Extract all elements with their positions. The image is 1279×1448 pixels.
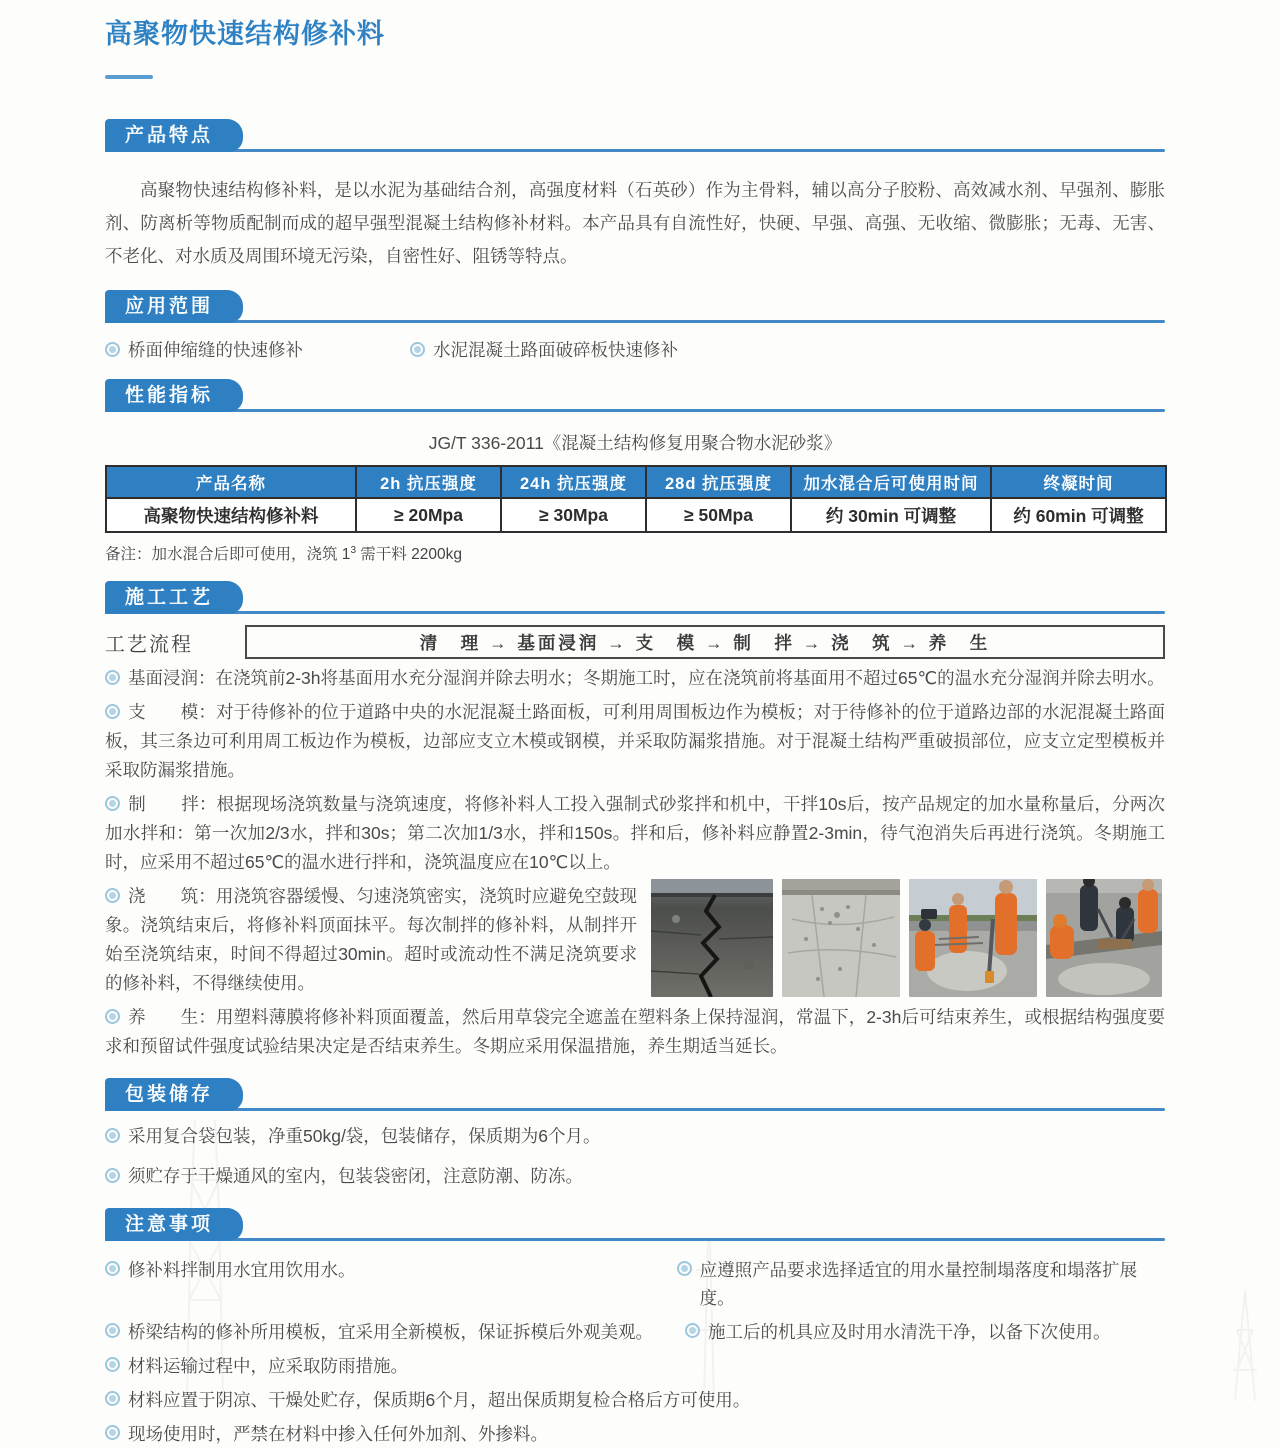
ring-bullet-icon — [105, 796, 120, 811]
section-head-performance — [105, 379, 1165, 412]
ring-bullet-icon — [685, 1323, 700, 1338]
datasheet-page — [105, 0, 1165, 1448]
note-item-label: 施工后的机具应及时用水清洗干净，以备下次使用。 — [708, 1322, 1111, 1342]
notes-row — [105, 1312, 1165, 1346]
note-item — [105, 1256, 677, 1312]
note-item — [105, 1318, 685, 1346]
section-rule — [105, 149, 1165, 152]
note-item — [105, 1352, 1165, 1380]
section-head-features — [105, 119, 1165, 152]
section-head-packaging — [105, 1078, 1165, 1111]
table-header-cell: 加水混合后可使用时间 — [791, 466, 991, 498]
application-items — [105, 337, 1165, 362]
ring-bullet-icon — [105, 1357, 120, 1372]
table-row — [106, 498, 1166, 532]
standard-reference: JG/T 336-2011《混凝土结构修复用聚合物水泥砂浆》 — [428, 433, 842, 453]
step-text: 根据现场浇筑数量与浇筑速度，将修补料人工投入强制式砂浆拌和机中，干拌10s后，按产品规定的加水量称量后，分两次加水拌和：第一次加2/3水，拌和30s；第二次加1/3水，拌和150s。拌和后，修补料应静置2-3min，待气泡消失后再进行浇筑。冬期施工时，应采用不超过65℃的温水进行拌和，浇筑温度应在10℃以上。 — [105, 794, 1165, 872]
process-flow-box: 清 理 → 基面浸润 → 支 模 → 制 拌 → 浇 筑 → 养 生 — [245, 625, 1165, 659]
section-tab-notes: 注意事项 — [105, 1208, 243, 1241]
ring-bullet-icon — [105, 1425, 120, 1440]
table-header-cell: 28d 抗压强度 — [646, 466, 791, 498]
step-text: 用塑料薄膜将修补料顶面覆盖，然后用草袋完全遮盖在塑料条上保持湿润，常温下，2-3h后可结束养生，或根据结构强度要求和预留试件强度试验结果决定是否结束养生。冬期应采用保温措施，养生期适当延长。 — [105, 1007, 1165, 1056]
packaging-item — [105, 1162, 1165, 1191]
photo-damaged-concrete-slab — [782, 879, 900, 997]
section-head-notes — [105, 1208, 1165, 1241]
note-item-label: 材料应置于阴凉、干燥处贮存，保质期6个月，超出保质期复检合格后方可使用。 — [128, 1390, 751, 1410]
section-rule — [105, 1238, 1165, 1241]
note-item — [105, 1420, 1165, 1448]
note-item-label: 应遵照产品要求选择适宜的用水量控制塌落度和塌落扩展度。 — [699, 1260, 1138, 1308]
table-cell: 约 30min 可调整 — [791, 498, 991, 532]
footnote-superscript: 3 — [350, 544, 356, 556]
step-term: 基面浸润： — [128, 668, 216, 688]
ring-bullet-icon — [410, 342, 425, 357]
ring-bullet-icon — [105, 888, 120, 903]
table-header-cell: 终凝时间 — [991, 466, 1166, 498]
step-text: 在浇筑前2-3h将基面用水充分湿润并除去明水；冬期施工时，应在浇筑前将基面用不超过65℃的温水充分湿润并除去明水。 — [215, 668, 1165, 688]
section-tab-features: 产品特点 — [105, 119, 243, 152]
section-rule — [105, 320, 1165, 323]
application-item-label: 水泥混凝土路面破碎板快速修补 — [433, 340, 678, 360]
process-steps — [105, 664, 1165, 1061]
packaging-item-label: 须贮存于干燥通风的室内，包装袋密闭，注意防潮、防冻。 — [128, 1166, 583, 1186]
section-rule — [105, 1108, 1165, 1111]
table-cell: 高聚物快速结构修补料 — [106, 498, 356, 532]
section-tab-performance: 性能指标 — [105, 379, 243, 412]
application-item — [410, 337, 678, 362]
ring-bullet-icon — [105, 1168, 120, 1183]
process-flow-label: 工艺流程 — [105, 633, 193, 656]
ring-bullet-icon — [105, 670, 120, 685]
section-head-process — [105, 581, 1165, 614]
ring-bullet-icon — [105, 342, 120, 357]
title-underline — [105, 75, 153, 79]
table-cell: ≥ 30Mpa — [501, 498, 646, 532]
table-cell: 约 60min 可调整 — [991, 498, 1166, 532]
table-cell: ≥ 50Mpa — [646, 498, 791, 532]
table-header-cell: 24h 抗压强度 — [501, 466, 646, 498]
packaging-items — [105, 1122, 1165, 1191]
performance-table — [105, 465, 1167, 533]
ring-bullet-icon — [105, 1391, 120, 1406]
step-term: 支 模： — [128, 702, 216, 722]
step-term: 制 拌： — [128, 794, 217, 814]
step-text: 对于待修补的位于道路中央的水泥混凝土路面板，可利用周围板边作为模板；对于待修补的位于道路边部的水泥混凝土路面板，其三条边可利用周工板边作为模板，边部应支立木模或钢模，并采取防漏浆措施。对于混凝土结构严重破损部位，应支立定型模板并采取防漏浆措施。 — [105, 702, 1166, 780]
note-item-label: 桥梁结构的修补所用模板，宜采用全新模板，保证拆模后外观美观。 — [128, 1322, 653, 1342]
application-item-label: 桥面伸缩缝的快速修补 — [128, 340, 303, 360]
packaging-item — [105, 1122, 1165, 1151]
ring-bullet-icon — [105, 1261, 120, 1276]
ring-bullet-icon — [105, 1009, 120, 1024]
packaging-item-label: 采用复合袋包装，净重50kg/袋，包装储存，保质期为6个月。 — [128, 1126, 601, 1146]
note-item-label: 现场使用时，严禁在材料中掺入任何外加剂、外掺料。 — [128, 1424, 548, 1444]
notes-list — [105, 1250, 1165, 1448]
section-tab-packaging: 包装储存 — [105, 1078, 243, 1111]
footnote-text: 备注：加水混合后即可使用，浇筑 1 — [105, 546, 351, 563]
watermark-tower-right — [1215, 1290, 1275, 1401]
section-rule — [105, 611, 1165, 614]
footnote-text: 需干料 2200kg — [356, 546, 462, 563]
process-step — [105, 664, 1165, 693]
table-header-cell: 2h 抗压强度 — [356, 466, 501, 498]
process-flow-row — [105, 625, 1165, 659]
note-item — [685, 1318, 1111, 1346]
photo-workers-repairing-joint — [1046, 879, 1162, 997]
note-item-label: 材料运输过程中，应采取防雨措施。 — [128, 1356, 408, 1376]
note-item — [677, 1256, 1165, 1312]
construction-photo-strip — [651, 879, 1165, 997]
table-header-cell: 产品名称 — [106, 466, 356, 498]
notes-row — [105, 1250, 1165, 1312]
photo-cracked-dark-pavement — [651, 879, 773, 997]
section-tab-applications: 应用范围 — [105, 290, 243, 323]
section-head-applications — [105, 290, 1165, 323]
application-item — [105, 337, 410, 362]
features-paragraph: 高聚物快速结构修补料，是以水泥为基础结合剂，高强度材料（石英砂）作为主骨料，辅以高分子胶粉、高效减水剂、早强剂、膨胀剂、防离析等物质配制而成的超早强型混凝土结构修补材料。本产品具有自流性好，快硬、早强、高强、无收缩、微膨胀；无毒、无害、不老化、对水质及周围环境无污染，自密性好、阻锈等特点。 — [105, 180, 1165, 266]
note-item-label: 修补料拌制用水宜用饮用水。 — [128, 1260, 356, 1280]
section-tab-process: 施工工艺 — [105, 581, 243, 614]
process-step — [105, 1003, 1165, 1061]
ring-bullet-icon — [677, 1261, 692, 1276]
table-footnote — [105, 542, 1165, 564]
ring-bullet-icon — [105, 1128, 120, 1143]
note-item — [105, 1386, 1165, 1414]
ring-bullet-icon — [105, 704, 120, 719]
step-term: 养 生： — [128, 1007, 216, 1027]
process-step — [105, 698, 1165, 785]
table-header-row — [106, 466, 1166, 498]
step-term: 浇 筑： — [128, 886, 216, 906]
process-step — [105, 790, 1165, 877]
section-rule — [105, 409, 1165, 412]
page-title: 高聚物快速结构修补料 — [105, 19, 385, 49]
step-text: 用浇筑容器缓慢、匀速浇筑密实，浇筑时应避免空鼓现象。浇筑结束后，将修补料顶面抹平。每次制拌的修补料，从制拌开始至浇筑结束，时间不得超过30min。超时或流动性不满足浇筑要求的修补料，不得继续使用。 — [105, 886, 638, 993]
ring-bullet-icon — [105, 1323, 120, 1338]
photo-workers-breaking-pavement — [909, 879, 1037, 997]
table-cell: ≥ 20Mpa — [356, 498, 501, 532]
